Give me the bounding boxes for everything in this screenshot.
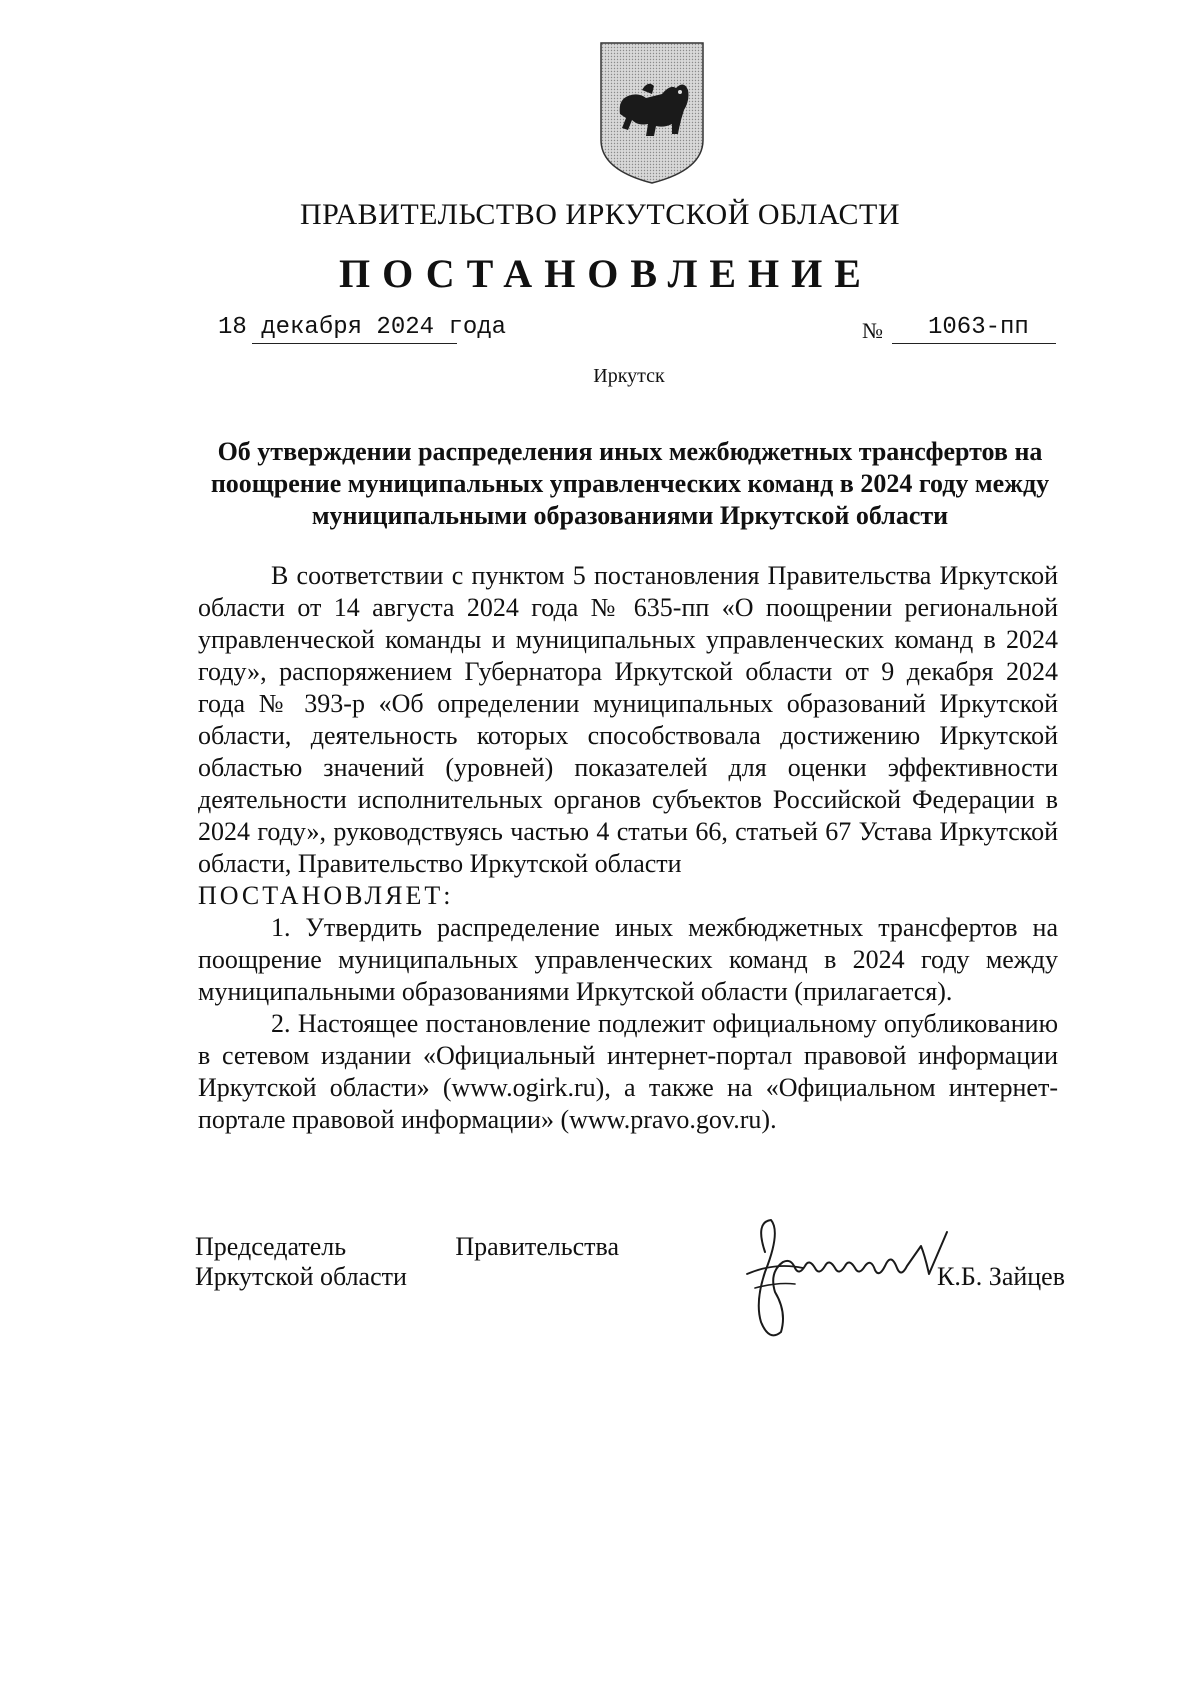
position-line-2: Иркутской области: [195, 1262, 407, 1291]
signatory-name: К.Б. Зайцев: [937, 1262, 1065, 1291]
document-body: [198, 560, 1058, 1136]
item-1-paragraph: 1. Утвердить распределение иных межбюджетных трансфертов на поощрение муниципальных управленческих команд в 2024 году между муниципальными образованиями Иркутской области (прилагается).: [198, 913, 1058, 1006]
number-underline: [892, 343, 1056, 344]
date-underline: [252, 343, 457, 344]
document-type: ПОСТАНОВЛЕНИЕ: [339, 251, 873, 296]
position-word-government: Правительства: [455, 1232, 619, 1261]
preamble-paragraph: В соответствии с пунктом 5 постановления Правительства Иркутской области от 14 августа 2024 года № 635-пп «О поощрении региональной управленческой команды и муниципальных управленческих команд в 2024 году», распоряжением Губернатора Иркутской области от 9 декабря 2024 года № 393-р «Об определении муниципальных образований Иркутской области, деятельность которых способствовала достижению Иркутской областью значений (уровней) показателей для оценки эффективности деятельности исполнительных органов субъектов Российской Федерации в 2024 году», руководствуясь частью 4 статьи 66, статьей 67 Устава Иркутской области, Правительство Иркутской области: [198, 561, 1058, 878]
document-heading: Об утверждении распределения иных межбюджетных трансфертов на поощрение муниципальных управленческих команд в 2024 году между муниципальными образованиями Иркутской области: [210, 437, 1050, 530]
signature-block: [195, 1232, 1065, 1352]
number-sign: №: [862, 318, 883, 343]
signatory-position: [195, 1232, 619, 1292]
government-title: ПРАВИТЕЛЬСТВО ИРКУТСКОЙ ОБЛАСТИ: [299, 198, 901, 231]
position-word-chairman: Председатель: [195, 1232, 347, 1261]
document-date: 18 декабря 2024 года: [218, 314, 507, 341]
position-line-1: [195, 1232, 619, 1262]
coat-of-arms-icon: [598, 40, 706, 186]
document-number: 1063-пп: [928, 314, 1029, 341]
resolves-word: ПОСТАНОВЛЯЕТ:: [198, 881, 454, 910]
item-2-paragraph: 2. Настоящее постановление подлежит официальному опубликованию в сетевом издании «Официальный интернет-портал правовой информации Иркутской области» (www.ogirk.ru), а также на «Официальном интернет-портале правовой информации» (www.pravo.gov.ru).: [198, 1009, 1058, 1134]
document-city: Иркутск: [593, 365, 665, 387]
